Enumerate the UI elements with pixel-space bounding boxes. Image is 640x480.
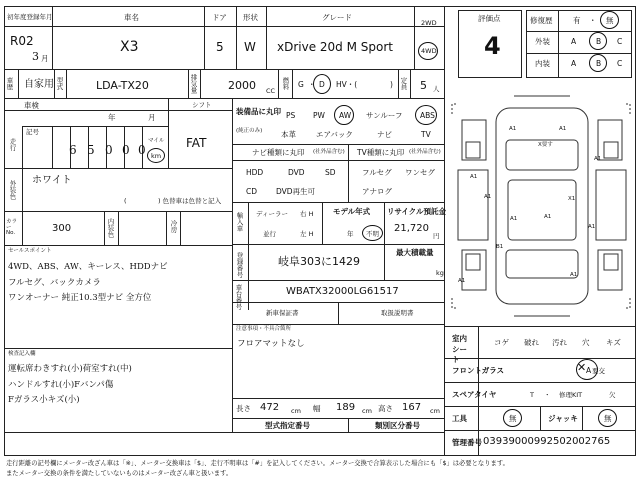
recycle-fee: 21,720 — [394, 223, 429, 234]
color-label: 外装色 — [8, 180, 17, 200]
shift-value: FAT — [186, 136, 207, 150]
length-unit: cm — [291, 407, 301, 415]
repair-label: 修復歴 — [530, 16, 553, 25]
capacity-label: 定員 — [399, 77, 408, 90]
length-value: 472 — [260, 402, 280, 413]
first-reg-era: R02 — [10, 34, 34, 48]
inspection-year: 年 — [108, 113, 116, 122]
front-glass-circle — [576, 359, 598, 380]
shift-label: シフト — [192, 101, 212, 109]
equip-aw-circle — [334, 105, 354, 125]
damage-mark: A1 — [544, 214, 552, 220]
equip-navi: ナビ — [377, 130, 392, 139]
equip-tv: TV — [421, 130, 431, 139]
navi-header: ナビ種類に丸印 — [252, 148, 305, 157]
height-value: 167 — [402, 402, 422, 413]
navi-dvd-play: DVD再生可 — [276, 187, 316, 196]
width-unit: cm — [362, 407, 372, 415]
navi-dvd: DVD — [288, 168, 305, 177]
equipment-sublabel: (純正のみ) — [236, 128, 263, 134]
vin-label: 車台番号 — [234, 284, 243, 310]
damage-mark: A1 — [570, 272, 578, 278]
interior-seat-label: 室内 シート — [452, 334, 467, 364]
doors-label: ドア — [212, 13, 227, 22]
equip-sunroof: サンルーフ — [366, 111, 403, 120]
sales-point: 4WD、ABS、AW、キーレス、HDDナビ — [8, 262, 168, 272]
navi-hdd: HDD — [246, 168, 264, 177]
length-label: 長さ — [236, 404, 251, 413]
km-circle — [147, 148, 165, 163]
model-year-unknown: 不明 — [366, 230, 379, 238]
plate-label: 登録番号 — [235, 252, 244, 278]
inspector-note: ハンドルすれ(小)Fバンパ傷 — [8, 380, 114, 390]
navi-sub: (社外品含む) — [313, 149, 345, 155]
ext-label: 外装 — [535, 37, 550, 46]
sales-point: ワンオーナー 純正10.3型ナビ 全方位 — [8, 293, 152, 303]
color-value: ホワイト — [32, 175, 72, 186]
damage-mark: X要す — [538, 142, 553, 148]
aircon-label: 冷房 — [169, 220, 178, 233]
damage-mark: A1 — [594, 156, 602, 162]
capacity-value: 5 — [420, 79, 427, 92]
drive-2wd: 2WD — [421, 19, 437, 27]
displacement-value: 2000 — [228, 79, 256, 92]
tv-analog: アナログ — [362, 187, 392, 196]
sales-point: フルセグ、バックカメラ — [8, 278, 101, 288]
damage-mark: A1 — [484, 194, 492, 200]
equip-airbag: エアバック — [316, 130, 353, 139]
damage-mark: X1 — [568, 196, 576, 202]
notice-text: フロアマットなし — [237, 339, 305, 349]
tv-fullseg: フルセグ — [362, 168, 392, 177]
car-name: X3 — [120, 39, 139, 55]
usage-label: 車歴 — [5, 77, 14, 90]
first-reg-month: 3 — [32, 50, 39, 63]
doors-value: 5 — [216, 40, 224, 54]
mileage-label: 走行 — [8, 138, 17, 151]
damage-mark: A1 — [470, 174, 478, 180]
km-label: km — [151, 152, 162, 160]
front-glass-ng: 要交 — [592, 367, 605, 375]
sales-points-label: セールスポイント — [8, 248, 52, 254]
height-label: 高さ — [378, 404, 393, 413]
damage-mark: B1 — [496, 244, 504, 250]
grade-value: xDrive 20d M Sport — [277, 40, 393, 54]
manual-label: 取扱説明書 — [381, 309, 414, 317]
equip-aw: AW — [339, 111, 352, 120]
inspector-note: Fガラス小キズ(小) — [8, 395, 80, 405]
damage-mark: A1 — [458, 278, 466, 284]
footer-note: またメーター交換の条件を満たしていないものはメーター改ざん車と扱います。 — [6, 470, 233, 477]
spare-t: T — [530, 391, 534, 399]
mgmt-label: 管理番号 — [452, 438, 482, 447]
inspector-label: 検査記入欄 — [8, 351, 36, 357]
capacity-unit: 人 — [433, 85, 440, 93]
equip-abs-circle — [415, 105, 437, 125]
month-unit: 月 — [41, 54, 49, 63]
spare-dot: ・ — [544, 391, 551, 399]
cc-unit: CC — [266, 87, 276, 95]
drive-4wd-circle — [418, 42, 438, 60]
shape-label: 形状 — [243, 13, 258, 22]
import-label: 輸入車 — [235, 212, 244, 232]
navi-sd: SD — [325, 168, 336, 177]
recycle-yen: 円 — [433, 232, 440, 240]
ext-b: B — [596, 37, 602, 46]
model-year-label: モデル年式 — [333, 207, 371, 216]
max-load-label: 最大積載量 — [396, 248, 434, 257]
inspection-label: 車検 — [24, 101, 39, 110]
max-load-unit: kg — [436, 269, 444, 277]
equip-ps: PS — [286, 111, 296, 120]
import-dealer: ディーラー — [256, 210, 288, 218]
front-glass-x: ✕ — [577, 361, 587, 374]
right-hand: 右 H — [300, 210, 314, 218]
mgmt-number: 03939000992502002765 — [483, 436, 611, 447]
color-note: ) 色替車は色替と記入 — [158, 197, 222, 205]
interior-burn: コゲ — [494, 338, 509, 347]
left-hand: 左 H — [300, 230, 314, 238]
jack-value: 無 — [604, 414, 612, 423]
mileage-digit: 5 — [87, 143, 95, 157]
unknown-circle — [362, 225, 383, 241]
model-label: 型式 — [55, 77, 64, 90]
equip-leather: 本革 — [281, 130, 296, 139]
import-parallel: 並行 — [263, 230, 276, 238]
tv-header: TV種類に丸印 — [357, 148, 405, 157]
int-b: B — [596, 59, 602, 68]
car-damage-diagram — [448, 90, 634, 322]
record-label: 記号 — [26, 128, 39, 136]
jack-circle — [598, 409, 617, 427]
damage-mark: A1 — [509, 126, 517, 132]
fuel-hv: HV・( — [336, 80, 358, 89]
equipment-label: 装備品に丸印 — [236, 107, 281, 116]
tools-circle — [503, 409, 522, 427]
interior-color-label: 内装色 — [106, 218, 115, 238]
fuel-d-circle — [313, 74, 331, 94]
fuel-d: D — [319, 80, 325, 89]
repair-no: 無 — [606, 16, 614, 25]
height-unit: cm — [430, 407, 440, 415]
equip-pw: PW — [313, 111, 325, 120]
car-name-label: 車名 — [124, 13, 139, 22]
repair-yes: 有 — [573, 16, 581, 25]
front-glass-a: A — [586, 366, 592, 375]
footer-note: 走行距離の記号欄にメーター改ざん車は「※」、メーター交換車は「$」、走行不明車は「#」を記入してください。メーター交換で合算表示した場合にも「$」は必要となります。 — [6, 460, 509, 467]
ext-b-circle — [589, 32, 607, 50]
int-a: A — [571, 59, 577, 68]
vin-value: WBATX32000LG61517 — [286, 286, 399, 297]
model-value: LDA-TX20 — [96, 79, 149, 92]
tools-value: 無 — [509, 414, 517, 423]
score-value: 4 — [484, 32, 501, 60]
interior-scratch: キズ — [606, 338, 621, 347]
mileage-digit: 0 — [105, 143, 113, 157]
tools-label: 工具 — [452, 414, 467, 423]
shape-value: W — [244, 40, 256, 54]
spare-label: スペアタイヤ — [452, 390, 497, 399]
tv-oneseg: ワンセグ — [405, 168, 435, 177]
navi-cd: CD — [246, 187, 258, 196]
mile-label: マイル — [148, 138, 165, 144]
spare-kit: 修理KIT — [559, 391, 583, 399]
int-label: 内装 — [535, 59, 550, 68]
damage-mark: A1 — [559, 126, 567, 132]
inspector-note: 運転席わきすれ(小)荷室すれ(中) — [8, 364, 132, 374]
mileage-digit: 6 — [69, 143, 77, 157]
repair-no-circle — [600, 11, 619, 29]
ext-a: A — [571, 37, 577, 46]
code-value: 300 — [52, 223, 72, 234]
tv-sub: (社外品含む) — [409, 149, 441, 155]
notice-label: 注意事項・不具合箇所 — [236, 326, 292, 332]
damage-mark: A1 — [588, 224, 596, 230]
width-value: 189 — [336, 402, 356, 413]
fuel-label: 燃料 — [281, 77, 290, 90]
mileage-digit: 0 — [122, 143, 130, 157]
int-c: C — [617, 59, 623, 68]
first-reg-label: 初年度登録年月 — [7, 13, 53, 21]
front-glass-label: フロントガラス — [452, 366, 505, 375]
score-label: 評価点 — [478, 14, 501, 23]
drive-4wd: 4WD — [421, 47, 437, 55]
damage-mark: A1 — [510, 216, 518, 222]
class-label: 類別区分番号 — [375, 421, 420, 430]
model-year-suffix: 年 — [347, 230, 354, 238]
mileage-digit: 0 — [138, 143, 146, 157]
spare-none: 欠 — [609, 391, 616, 399]
fuel-close: ) — [390, 80, 393, 89]
inspection-month: 月 — [148, 113, 156, 122]
interior-tear: 破れ — [524, 338, 539, 347]
int-b-circle — [589, 54, 607, 72]
color-note-open: ( — [124, 197, 127, 205]
type-cert-label: 型式指定番号 — [265, 421, 310, 430]
fuel-g: G — [298, 80, 304, 89]
ext-c: C — [617, 37, 623, 46]
plate-value: 岐阜303に1429 — [278, 255, 360, 268]
displacement-label: 排気量 — [189, 74, 198, 94]
usage-value: 自家用 — [24, 79, 54, 90]
recycle-fee-label: リサイクル預託金 — [387, 207, 446, 216]
warranty-label: 新車保証書 — [266, 309, 299, 317]
width-label: 幅 — [313, 404, 321, 413]
jack-label: ジャッキ — [548, 414, 578, 423]
code-label: カラー No. — [6, 219, 18, 236]
interior-dirt: 汚れ — [552, 338, 567, 347]
equip-abs: ABS — [420, 111, 435, 120]
grade-label: グレード — [322, 13, 352, 22]
interior-hole: 穴 — [582, 338, 590, 347]
